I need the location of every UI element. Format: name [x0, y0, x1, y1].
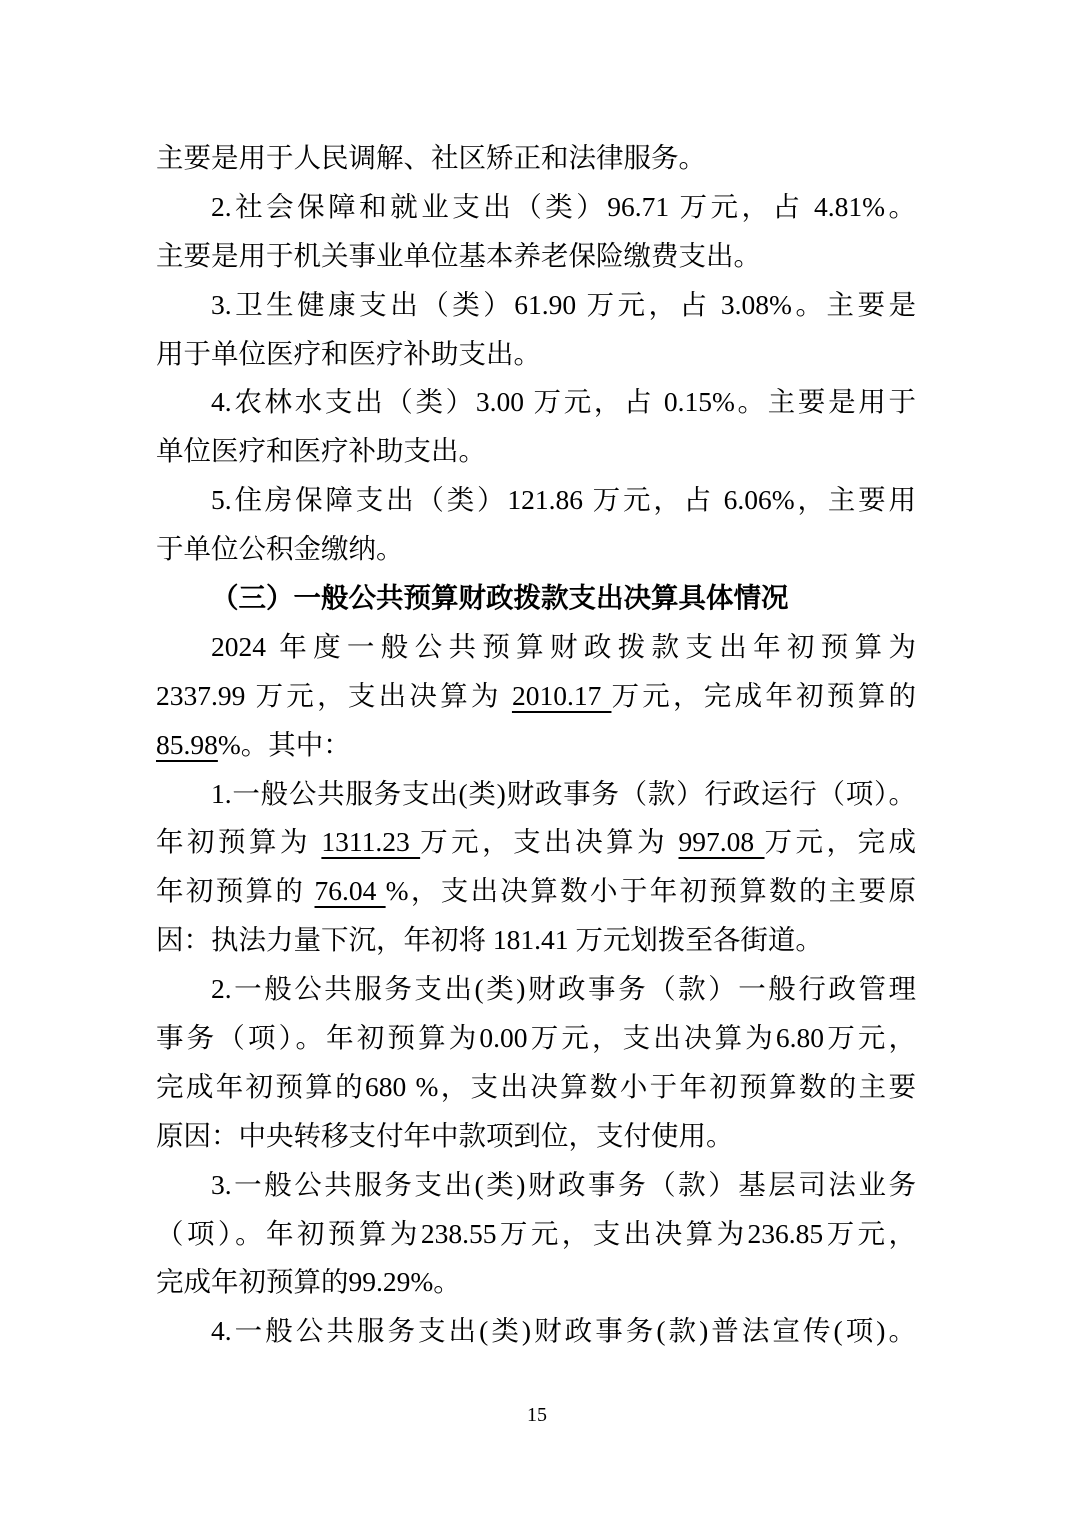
underlined-value: 997.08 [678, 826, 765, 858]
text-segment: 2337.99 万元，支出决算为 [156, 679, 512, 711]
text-segment: 4.农林水支出（类）3.00 万元，占 0.15%。主要是用于 [211, 386, 916, 418]
text-line [156, 476, 916, 525]
text-segment: 年初预算的 [156, 875, 315, 907]
text-line [156, 1307, 916, 1356]
text-line [156, 1112, 916, 1161]
text-segment: 用于单位医疗和医疗补助支出。 [156, 337, 541, 369]
text-line [156, 1014, 916, 1063]
text-segment: 3.卫生健康支出（类）61.90 万元，占 3.08%。主要是 [211, 288, 916, 320]
text-segment: 年初预算为 [156, 826, 322, 858]
text-line [156, 770, 916, 819]
text-segment: 2.社会保障和就业支出（类）96.71 万元，占 4.81%。 [211, 190, 916, 222]
text-segment: 4.一般公共服务支出(类)财政事务(款)普法宣传(项)。 [211, 1315, 916, 1347]
text-line [156, 330, 916, 379]
underlined-value: 1311.23 [321, 826, 421, 858]
text-segment: 完成年初预算的99.29%。 [156, 1266, 461, 1298]
text-line [156, 1063, 916, 1112]
text-segment: %。其中： [217, 728, 351, 760]
text-segment: 1.一般公共服务支出(类)财政事务（款）行政运行（项）。 [211, 777, 916, 809]
text-line [156, 1161, 916, 1210]
text-line [156, 818, 916, 867]
text-line [156, 916, 916, 965]
underlined-value: 76.04 [314, 875, 386, 907]
text-line [156, 623, 916, 672]
text-line [156, 378, 916, 427]
text-segment: 于单位公积金缴纳。 [156, 533, 404, 565]
text-line [156, 134, 916, 183]
text-segment: 完成年初预算的680 %，支出决算数小于年初预算数的主要 [156, 1070, 916, 1102]
text-line [156, 427, 916, 476]
text-segment: 万元，完成 [764, 826, 917, 858]
text-segment: 万元，完成年初预算的 [611, 679, 916, 711]
underlined-value: 85.98 [156, 728, 218, 760]
text-segment: 5.住房保障支出（类）121.86 万元，占 6.06%，主要用 [211, 484, 916, 516]
text-segment: 主要是用于机关事业单位基本养老保险缴费支出。 [156, 239, 761, 271]
text-segment: 2.一般公共服务支出(类)财政事务（款）一般行政管理 [211, 973, 916, 1005]
underlined-value: 2010.17 [511, 679, 612, 711]
page-number: 15 [527, 1404, 547, 1426]
text-segment: 主要是用于人民调解、社区矫正和法律服务。 [156, 142, 706, 173]
text-line [156, 672, 916, 721]
text-segment: %，支出决算数小于年初预算数的主要原 [385, 875, 917, 907]
text-line [156, 721, 916, 770]
text-line [156, 183, 916, 232]
section-heading [156, 574, 916, 623]
text-line [156, 525, 916, 574]
document-body [156, 134, 916, 1356]
text-segment: 2024 年度一般公共预算财政拨款支出年初预算为 [211, 630, 916, 662]
text-segment: 单位医疗和医疗补助支出。 [156, 435, 486, 467]
text-segment: （项）。年初预算为238.55万元，支出决算为236.85万元， [156, 1217, 916, 1249]
text-line [156, 1210, 916, 1259]
text-segment: 3.一般公共服务支出(类)财政事务（款）基层司法业务 [211, 1168, 916, 1200]
text-line [156, 965, 916, 1014]
text-line [156, 232, 916, 281]
text-line [156, 867, 916, 916]
text-segment: 事务（项）。年初预算为0.00万元，支出决算为6.80万元， [156, 1022, 916, 1054]
text-segment: 万元，支出决算为 [420, 826, 679, 858]
text-line [156, 1258, 916, 1307]
text-segment: 原因：中央转移支付年中款项到位，支付使用。 [156, 1119, 734, 1151]
text-segment: （三）一般公共预算财政拨款支出决算具体情况 [211, 582, 789, 614]
text-segment: 因：执法力量下沉，年初将 181.41 万元划拨至各街道。 [156, 924, 823, 956]
text-line [156, 281, 916, 330]
